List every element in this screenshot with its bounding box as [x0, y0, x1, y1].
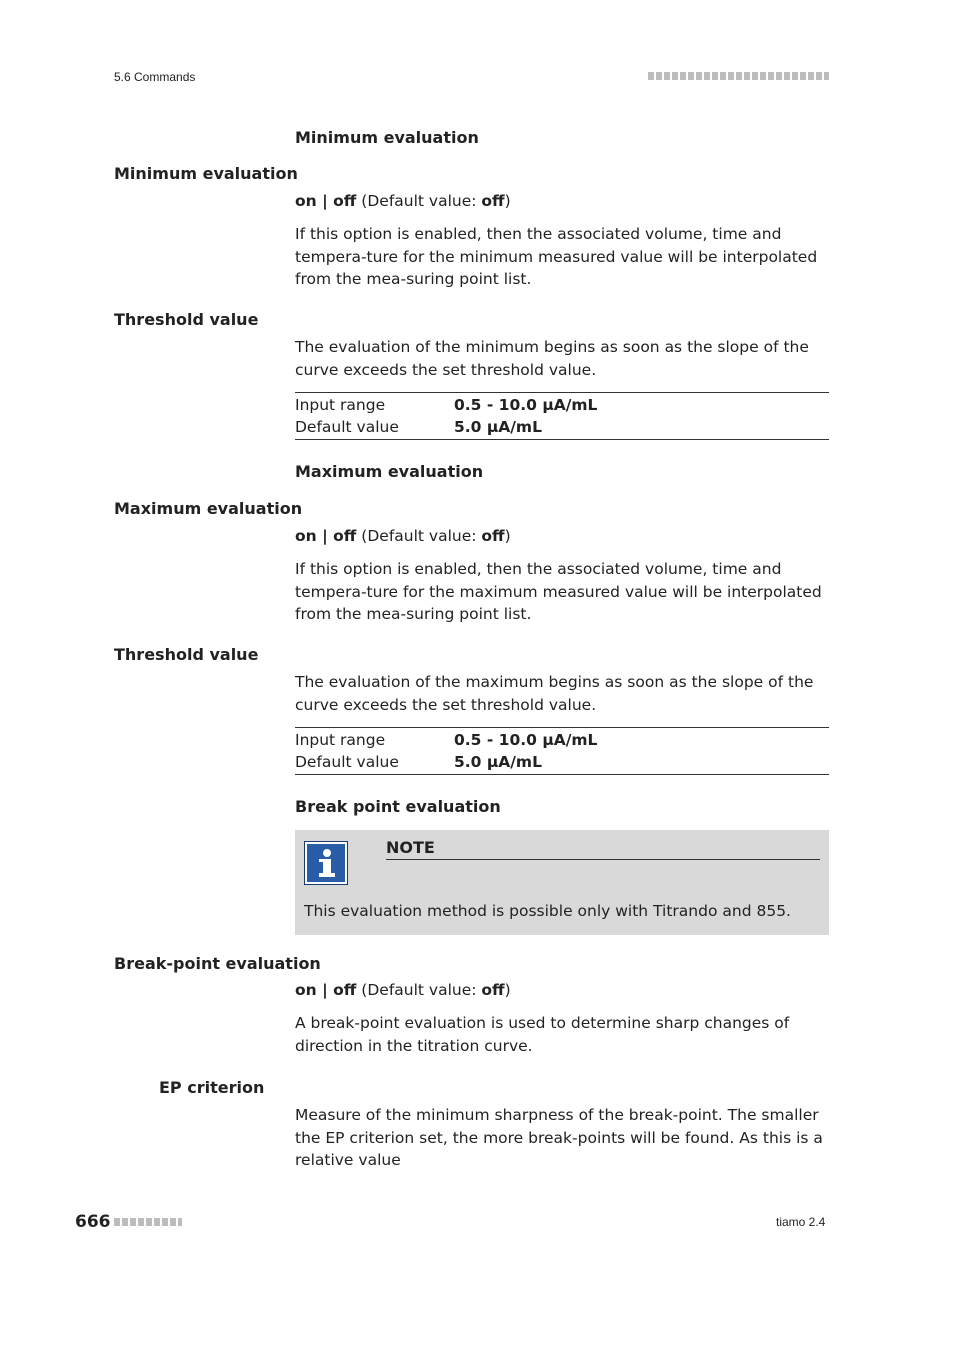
table-row — [295, 729, 829, 751]
threshold-minimum-text: The evaluation of the minimum begins as soon as the slope of the curve exceeds the set threshold value. — [295, 338, 809, 379]
threshold-minimum-table — [295, 392, 829, 440]
off-value: off — [333, 981, 357, 999]
section-title-minimum: Minimum evaluation — [295, 128, 479, 147]
default-value: off — [481, 527, 505, 545]
default-suffix: ) — [504, 192, 511, 210]
table-row — [295, 751, 829, 773]
onoff-breakpoint — [295, 981, 511, 999]
param-threshold-minimum: Threshold value — [114, 310, 259, 329]
table-row — [295, 394, 829, 416]
param-minimum-evaluation: Minimum evaluation — [114, 164, 298, 183]
breakpoint-description: A break-point evaluation is used to determine sharp changes of direction in the titration curve. — [295, 1014, 790, 1055]
param-breakpoint-evaluation: Break-point evaluation — [114, 954, 321, 973]
input-range-label: Input range — [295, 731, 386, 749]
off-value: off — [333, 192, 357, 210]
default-value-label: Default value — [295, 753, 399, 771]
default-prefix: (Default value: — [356, 981, 482, 999]
default-value: off — [481, 192, 505, 210]
product-name: tiamo 2.4 — [776, 1215, 826, 1229]
input-range-label: Input range — [295, 396, 386, 414]
default-suffix: ) — [504, 981, 511, 999]
default-prefix: (Default value: — [356, 192, 482, 210]
section-title-breakpoint: Break point evaluation — [295, 797, 501, 816]
onoff-separator: | — [316, 527, 334, 545]
section-title-maximum: Maximum evaluation — [295, 462, 484, 481]
maximum-description: If this option is enabled, then the associated volume, time and tempera-ture for the maximum measured value will be interpolated from the mea-suring point list. — [295, 560, 822, 623]
running-header: 5.6 Commands — [114, 70, 196, 84]
onoff-separator: | — [316, 981, 334, 999]
param-ep-criterion: EP criterion — [159, 1078, 265, 1097]
info-icon — [304, 841, 348, 885]
default-value: off — [481, 981, 505, 999]
onoff-minimum — [295, 192, 511, 210]
param-maximum-evaluation: Maximum evaluation — [114, 499, 303, 518]
on-value: on — [295, 192, 317, 210]
note-text: This evaluation method is possible only with Titrando and 855. — [304, 902, 791, 920]
param-threshold-maximum: Threshold value — [114, 645, 259, 664]
ep-criterion-text: Measure of the minimum sharpness of the break-point. The smaller the EP criterion set, the more break-points will be found. As this is a relative value — [295, 1106, 823, 1169]
note-title: NOTE — [386, 838, 820, 860]
minimum-description: If this option is enabled, then the associated volume, time and tempera-ture for the minimum measured value will be interpolated from the mea-suring point list. — [295, 225, 818, 288]
input-range-value: 0.5 - 10.0 µA/mL — [454, 731, 598, 749]
default-value-value: 5.0 µA/mL — [454, 753, 542, 771]
default-value-label: Default value — [295, 418, 399, 436]
note-box — [295, 830, 829, 935]
table-row — [295, 416, 829, 438]
default-value-value: 5.0 µA/mL — [454, 418, 542, 436]
off-value: off — [333, 527, 357, 545]
onoff-separator: | — [316, 192, 334, 210]
default-prefix: (Default value: — [356, 527, 482, 545]
onoff-maximum — [295, 527, 511, 545]
threshold-maximum-table — [295, 727, 829, 775]
on-value: on — [295, 527, 317, 545]
input-range-value: 0.5 - 10.0 µA/mL — [454, 396, 598, 414]
on-value: on — [295, 981, 317, 999]
default-suffix: ) — [504, 527, 511, 545]
header-decoration — [648, 72, 829, 80]
threshold-maximum-text: The evaluation of the maximum begins as soon as the slope of the curve exceeds the set threshold value. — [295, 673, 814, 714]
footer-decoration — [114, 1218, 182, 1226]
page-number: 666 — [75, 1212, 111, 1232]
